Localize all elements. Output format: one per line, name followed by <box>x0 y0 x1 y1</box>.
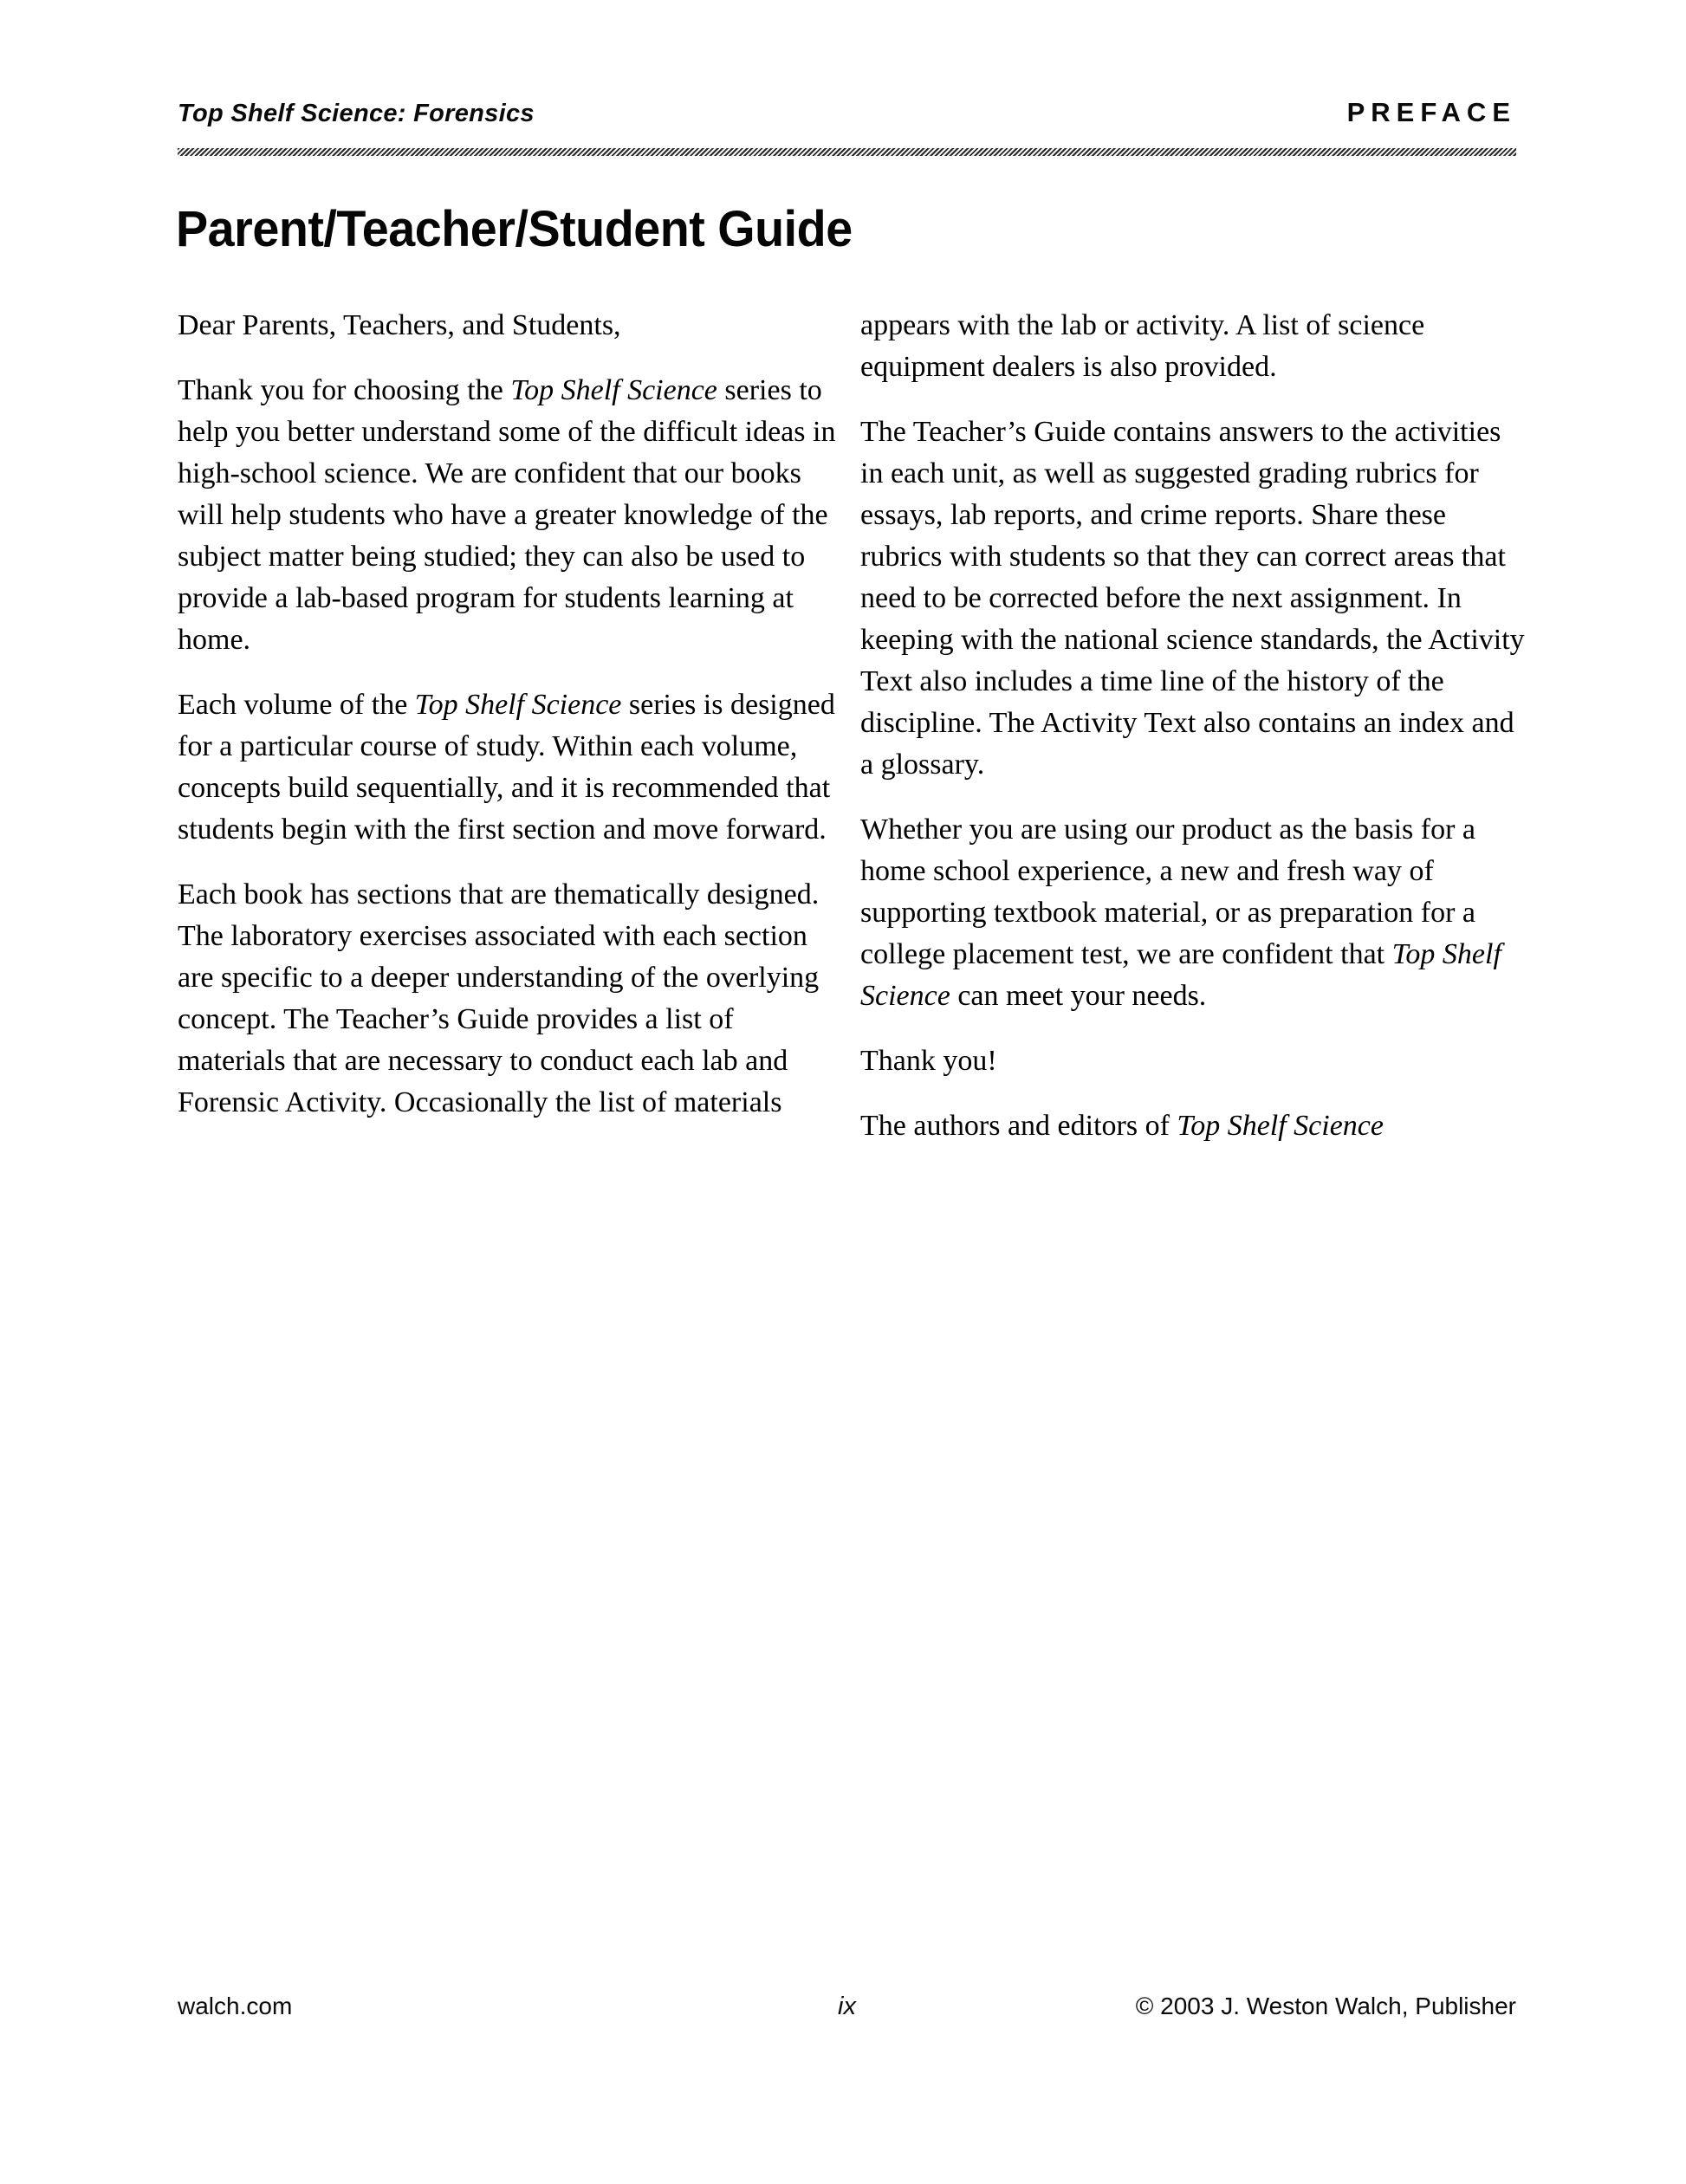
text-segment: can meet your needs. <box>950 980 1207 1012</box>
page-title: Parent/Teacher/Student Guide <box>176 201 853 257</box>
footer-copyright: © 2003 J. Weston Walch, Publisher <box>1135 1993 1516 2019</box>
page-footer <box>178 1993 1516 2021</box>
text-segment: series is designed for a particular course of study. Within each volume, concepts build sequentially, and it is recommended that students begin with the first section and move forward. <box>178 689 835 846</box>
text-segment: Each volume of the <box>178 689 415 721</box>
paragraph <box>178 305 845 347</box>
paragraph <box>860 1105 1527 1147</box>
text-segment: Dear Parents, Teachers, and Students, <box>178 309 621 341</box>
header-rule <box>178 148 1516 156</box>
footer-page-number: ix <box>838 1993 856 2020</box>
text-segment: Each book has sections that are thematically designed. The laboratory exercises associated with each section are specific to a deeper understanding of the overlying concept. The Teacher’s Guide provides a list of materials that are necessary to conduct each lab and Forensic Activity. Occasionally the list of materials <box>178 878 820 1118</box>
page-header <box>178 97 1516 128</box>
paragraph <box>178 684 845 851</box>
paragraph <box>178 874 845 1124</box>
right-column <box>860 305 1527 1170</box>
series-name-italic: Top Shelf Science <box>1177 1110 1384 1142</box>
series-name-italic: Top Shelf Science <box>414 689 622 721</box>
series-name-italic: Top Shelf Science <box>510 374 717 406</box>
left-column <box>178 305 845 1170</box>
body-columns <box>178 305 1527 1170</box>
series-name-italic: Top Shelf Science <box>860 938 1501 1012</box>
text-segment: The Teacher’s Guide contains answers to the activities in each unit, as well as suggested grading rubrics for essays, lab reports, and crime reports. Share these rubrics with students so that they can correct areas that need to be corrected before the next assignment. In keeping with the national science standards, the Activity Text also includes a time line of the history of the discipline. The Activity Text also contains an index and a glossary. <box>860 416 1525 781</box>
text-segment: Thank you for choosing the <box>178 374 511 406</box>
paragraph <box>860 1040 1527 1082</box>
footer-site: walch.com <box>178 1993 293 2019</box>
book-title: Top Shelf Science: Forensics <box>178 100 535 127</box>
text-segment: series to help you better understand some of the difficult ideas in high-school science. We are confident that our books will help students who have a greater knowledge of the subject matter being studied; they can also be used to provide a lab-based program for students learning at home. <box>178 374 836 656</box>
paragraph <box>860 412 1527 786</box>
paragraph <box>860 809 1527 1017</box>
paragraph <box>860 305 1527 388</box>
preface-label: PREFACE <box>1346 97 1516 127</box>
text-segment: appears with the lab or activity. A list of science equipment dealers is also provided. <box>860 309 1425 383</box>
paragraph <box>178 370 845 661</box>
text-segment: Thank you! <box>860 1045 997 1077</box>
text-segment: The authors and editors of <box>860 1110 1177 1142</box>
text-segment: Whether you are using our product as the basis for a home school experience, a new and fresh way of supporting textbook material, or as preparation for a college placement test, we are confident that <box>860 813 1475 970</box>
